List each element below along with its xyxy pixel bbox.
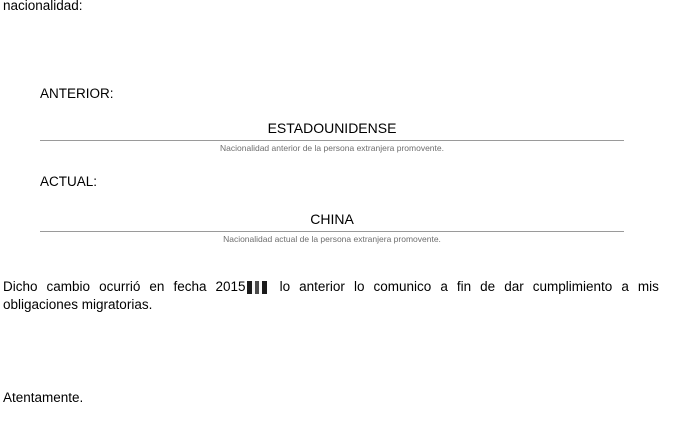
paragraph-word: fin	[456, 279, 472, 294]
previous-nationality-underline	[40, 140, 624, 141]
paragraph-word: cambio	[46, 279, 91, 294]
paragraph-word: lo	[353, 279, 365, 294]
paragraph-word: en	[149, 279, 165, 294]
paragraph-word: a	[440, 279, 448, 294]
closing-text: Atentamente.	[3, 390, 84, 405]
current-nationality-label: ACTUAL:	[40, 174, 98, 189]
previous-nationality-caption: Nacionalidad anterior de la persona extranjera promovente.	[220, 143, 444, 153]
paragraph-word: dar	[504, 279, 524, 294]
paragraph-word: a	[621, 279, 629, 294]
paragraph-word: comunico	[373, 279, 432, 294]
paragraph-word: ocurrió	[99, 279, 141, 294]
previous-nationality-label: ANTERIOR:	[40, 86, 114, 101]
current-nationality-value: CHINA	[310, 211, 354, 227]
paragraph-word: mis	[637, 279, 659, 294]
current-nationality-caption: Nacionalidad actual de la persona extranjera promovente.	[223, 234, 441, 244]
change-date-year: 2015	[215, 279, 246, 294]
paragraph-word: fecha	[173, 279, 207, 294]
change-date-paragraph-line2: obligaciones migratorias.	[3, 297, 153, 312]
change-date-paragraph-line1	[3, 279, 659, 295]
paragraph-word: Dicho	[3, 279, 38, 294]
paragraph-word: de	[480, 279, 496, 294]
paragraph-word: lo	[279, 279, 291, 294]
paragraph-word: cumplimiento	[532, 279, 613, 294]
current-nationality-underline	[40, 231, 624, 232]
heading-text: nacionalidad:	[3, 0, 83, 13]
redacted-date-mark	[247, 281, 271, 294]
previous-nationality-value: ESTADOUNIDENSE	[267, 120, 397, 136]
paragraph-word: anterior	[299, 279, 345, 294]
change-date	[216, 279, 271, 295]
